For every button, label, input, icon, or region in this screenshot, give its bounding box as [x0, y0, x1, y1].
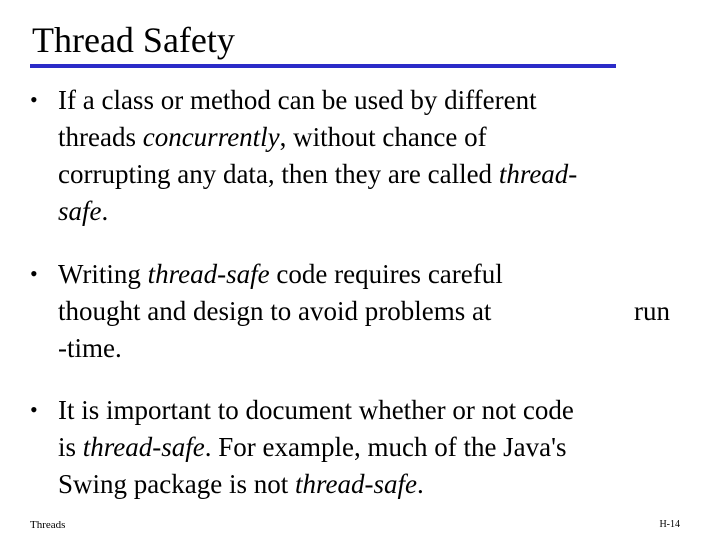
text-run: thought and design to avoid problems at [58, 296, 492, 326]
text-run: Swing package is not [58, 469, 295, 499]
bullet-1-line-3 [58, 156, 698, 193]
footer-page-number: H-14 [659, 519, 680, 530]
text-run: is [58, 432, 83, 462]
bullet-3-line-2 [58, 429, 698, 466]
bullet-1-line-2 [58, 119, 698, 156]
title-underline [30, 64, 616, 68]
bullet-1-line-1: If a class or method can be used by different [58, 85, 537, 115]
bullet-icon: • [30, 261, 38, 286]
emphasis-text: thread-safe [82, 432, 205, 462]
emphasis-text: thread-safe [147, 259, 270, 289]
emphasis-text: thread- [498, 159, 578, 189]
text-run: . [416, 469, 424, 499]
bullet-2-line-1 [58, 256, 698, 293]
bullet-icon: • [30, 87, 38, 112]
text-run: run [634, 296, 670, 326]
text-run: . [101, 196, 109, 226]
bullet-icon: • [30, 397, 38, 422]
text-run: , without chance of [279, 122, 487, 152]
footer-section-label: Threads [30, 519, 66, 531]
text-run: Writing [58, 259, 148, 289]
text-run: . For example, much of the Java's [204, 432, 567, 462]
bullet-1-text [58, 82, 698, 230]
slide-title: Thread Safety [32, 20, 235, 60]
emphasis-text: thread-safe [294, 469, 417, 499]
bullet-2-line-2 [58, 293, 698, 330]
bullet-1-line-4 [58, 193, 698, 230]
bullet-2-line-3: -time. [58, 333, 122, 363]
bullet-3-line-1: It is important to document whether or not code [58, 395, 574, 425]
emphasis-text: safe [58, 196, 102, 226]
bullet-3-text [58, 392, 698, 503]
emphasis-text: concurrently [142, 122, 280, 152]
bullet-2-text [58, 256, 698, 367]
text-run: threads [58, 122, 143, 152]
text-run: corrupting any data, then they are called [58, 159, 499, 189]
text-run: code requires careful [269, 259, 503, 289]
bullet-3-line-3 [58, 466, 698, 503]
